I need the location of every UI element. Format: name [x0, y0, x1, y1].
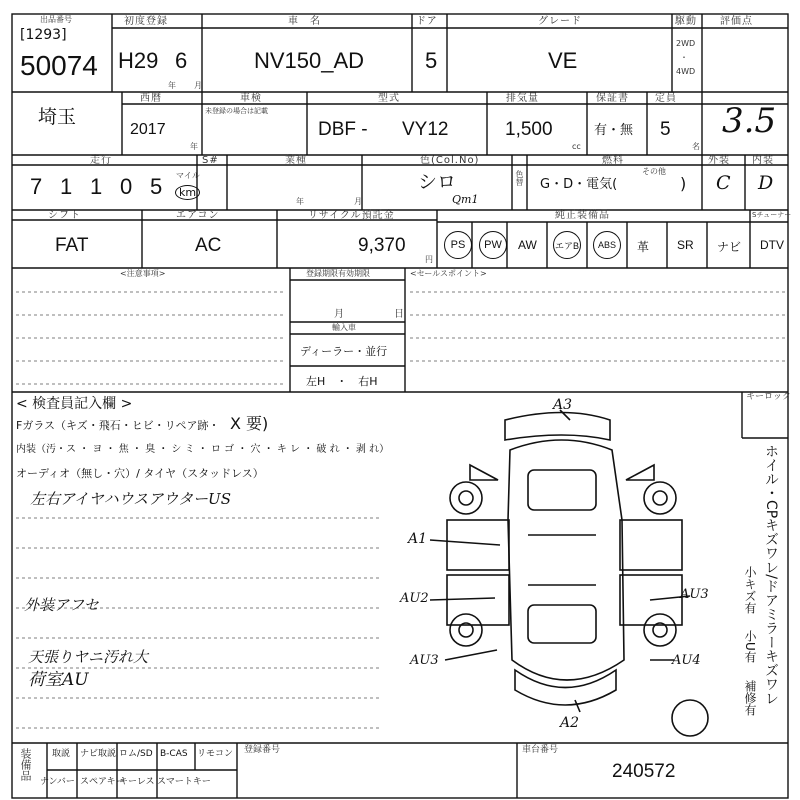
mileage-digit: 5 — [150, 174, 163, 199]
first-reg-month: 6 — [175, 48, 188, 73]
warranty-label: 保証書 — [596, 93, 629, 104]
glass-line: Fガラス（キズ・飛石・ヒビ・リペア跡・ — [16, 419, 220, 432]
mark-bottom: A2 — [560, 715, 580, 731]
model-code: VY12 — [402, 119, 449, 140]
score-label: 評価点 — [720, 16, 753, 27]
capacity: 5 — [660, 119, 671, 140]
chassis-label: 車台番号 — [522, 745, 559, 755]
first-reg-year-unit: 年 — [168, 81, 176, 90]
shift-label: シフト — [48, 210, 81, 221]
fuel-other: その他 — [642, 167, 666, 176]
mark-au3-right: AU3 — [680, 587, 709, 602]
fuel-close: ) — [680, 174, 687, 193]
lot-label: 出品番号 — [40, 15, 72, 24]
footer-item: B-CAS — [160, 749, 188, 759]
year-label: 西暦 — [140, 93, 162, 104]
mileage-digit: 1 — [90, 174, 103, 199]
region: 埼玉 — [38, 107, 77, 128]
usage-year-unit: 年 — [296, 197, 304, 206]
exterior-grade: C — [716, 172, 731, 194]
mark-au2: AU2 — [400, 591, 429, 606]
warranty: 有・無 — [594, 123, 634, 138]
footer-item: スマートキー — [157, 777, 211, 787]
mileage-unit-miles: マイル — [176, 171, 200, 180]
footer-item: ナビ取説 — [80, 749, 117, 759]
side-note-line: 補修有 — [743, 680, 757, 716]
equipment-item: SR — [677, 238, 694, 252]
capacity-label: 定員 — [655, 93, 677, 104]
mark-top: A3 — [553, 397, 573, 413]
equipment-item: 革 — [637, 240, 650, 254]
doors-label: ドア — [416, 16, 438, 27]
hand-note-3: 天張りヤニ汚れ大 — [28, 648, 149, 666]
interior-line: 内装（汚・ス ・ ヨ ・ 焦 ・ 臭 ・ シ ミ ・ ロ ゴ ・ 穴 ・ キ レ ・ 破 れ ・ 剥 れ） — [16, 444, 390, 455]
side-note-line: 小キズ有 — [743, 566, 757, 614]
footer-item: スペアキー — [80, 777, 125, 787]
equipment-item: エアB — [553, 231, 581, 259]
side-note-line: 小U有 — [743, 630, 757, 663]
recycle-fee: 9,370 — [358, 235, 406, 256]
mark-au4: AU4 — [672, 653, 701, 668]
equipment-item: AW — [518, 238, 537, 252]
audio-line: オーディオ（無し・穴）/ タイヤ（スタッドレス） — [16, 467, 264, 480]
equipment-item: ABS — [593, 231, 621, 259]
footer-item: ナンバー — [40, 777, 75, 787]
interior-label: 内装 — [752, 155, 774, 166]
fuel-label: 燃料 — [602, 155, 624, 166]
grade-label: グレード — [538, 16, 582, 27]
capacity-unit: 名 — [692, 142, 700, 151]
shift: FAT — [55, 235, 89, 256]
equipment-item: DTV — [760, 238, 784, 252]
first-reg-month-unit: 月 — [194, 81, 202, 90]
year: 2017 — [130, 121, 166, 138]
mileage-digit: 7 — [30, 174, 43, 199]
model-prefix: DBF - — [318, 119, 368, 140]
reg-day: 日 — [394, 309, 404, 320]
footer-equipment-label: 装備品 — [19, 748, 32, 781]
keyless-label: キーロック — [746, 392, 791, 402]
side-note-line: ホイル・CPキズワレ/ドアミラーキズワレ — [763, 444, 779, 705]
mileage-digit: 0 — [120, 174, 133, 199]
score-value: 3.5 — [722, 101, 777, 141]
drive-label: 駆動 — [675, 16, 697, 27]
grade: VE — [548, 48, 578, 73]
car-name: NV150_AD — [254, 48, 365, 73]
first-reg-era: H29 — [118, 48, 159, 73]
equipment-item: ナビ — [717, 240, 742, 254]
ac-label: エアコン — [176, 210, 220, 221]
hand-note-4: 荷室AU — [28, 670, 89, 690]
hand-note-1: 左右アイヤハウスアウターUS — [30, 490, 231, 508]
reg-deadline-label: 登録期限有効期限 — [306, 269, 370, 278]
lot-prefix: [1293] — [20, 27, 67, 43]
car-name-label: 車 名 — [288, 16, 321, 27]
import-label: 輸入車 — [332, 323, 356, 332]
footer-item: キーレス — [119, 777, 155, 787]
exterior-label: 外装 — [708, 155, 730, 166]
handle-value: 左H ・ 右H — [306, 375, 378, 388]
model-label: 型式 — [378, 93, 400, 104]
sales-point-label: <セールスポイント> — [410, 269, 487, 278]
interior-grade: D — [758, 172, 774, 194]
usage-month-unit: 月 — [354, 197, 362, 206]
year-unit: 年 — [190, 142, 198, 151]
tuner-label: Sチューナー — [752, 211, 792, 219]
lot-number: 50074 — [20, 50, 98, 81]
drive-dot: ・ — [680, 53, 688, 62]
chassis-number: 240572 — [612, 761, 676, 782]
mileage-digit: 1 — [60, 174, 73, 199]
footer-item: ロム/SD — [119, 749, 153, 759]
color-code: Qm1 — [452, 193, 479, 206]
mileage-unit-km: km — [175, 185, 200, 200]
smeter-label: S# — [202, 155, 219, 166]
displacement-label: 排気量 — [506, 93, 539, 104]
vehicle-exam-label: 車検 — [240, 93, 262, 104]
footer-item: 取説 — [52, 749, 71, 759]
color-label: 色(Col.No) — [420, 155, 480, 166]
equipment-label: 純正装備品 — [555, 210, 610, 221]
drive-4wd: 4WD — [676, 67, 696, 76]
footer-item: リモコン — [197, 749, 234, 759]
drive-2wd: 2WD — [676, 39, 696, 48]
mileage-label: 走行 — [90, 155, 112, 166]
fuel: G・D・電気( — [540, 177, 618, 192]
first-reg-label: 初度登録 — [124, 16, 168, 27]
color-change-label: 色替 — [515, 170, 524, 186]
vehicle-exam-note: 未登録の場合は記載 — [205, 107, 268, 115]
recycle-label: リサイクル預託金 — [308, 210, 395, 221]
glass-mark: X 要) — [230, 414, 269, 433]
inspection-title: < 検査員記入欄 > — [16, 396, 133, 412]
reg-number-label: 登録番号 — [244, 745, 281, 755]
import-value: ディーラー・並行 — [300, 345, 388, 358]
displacement-unit: cc — [572, 142, 581, 151]
equipment-item: PS — [444, 231, 472, 259]
caution-label: <注意事項> — [120, 269, 166, 278]
usage-label: 業種 — [285, 155, 307, 166]
reg-month: 月 — [334, 309, 344, 320]
mark-a1: A1 — [408, 531, 428, 547]
ac: AC — [195, 235, 222, 256]
equipment-item: PW — [479, 231, 507, 259]
hand-note-2: 外装アフセ — [24, 596, 99, 614]
mark-au3-left: AU3 — [410, 653, 439, 668]
doors: 5 — [425, 48, 438, 73]
color: シロ — [418, 172, 457, 193]
displacement: 1,500 — [505, 119, 553, 140]
recycle-unit: 円 — [425, 255, 433, 264]
